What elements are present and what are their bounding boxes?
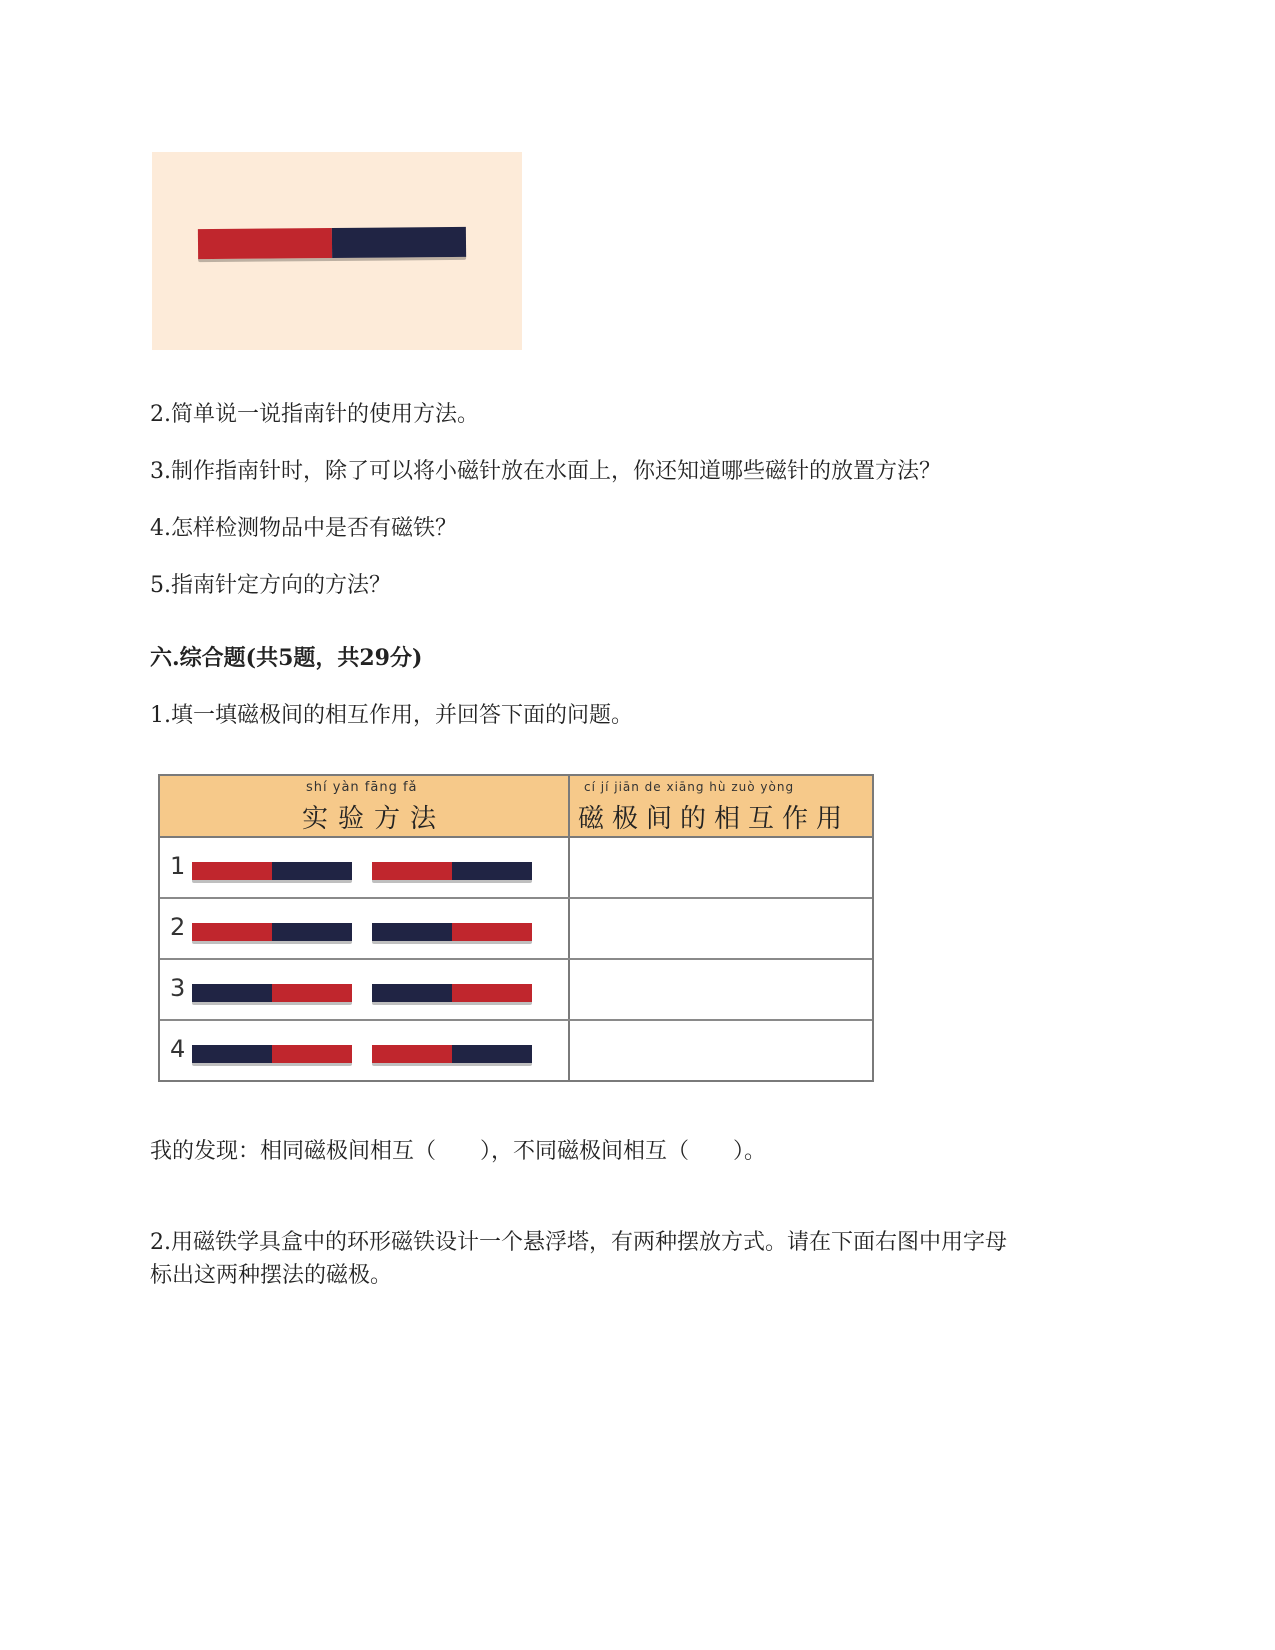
magnet-red-pole <box>372 1045 452 1063</box>
magnet-interaction-table <box>158 774 874 1082</box>
magnet-red-pole <box>198 228 332 259</box>
bar-magnet <box>198 227 466 259</box>
question-3: 3.制作指南针时，除了可以将小磁针放在水面上，你还知道哪些磁针的放置方法？ <box>150 459 941 484</box>
section6-question-2-line1: 2.用磁铁学具盒中的环形磁铁设计一个悬浮塔，有两种摆放方式。请在下面右图中用字母 <box>150 1230 1007 1255</box>
row-line <box>160 1019 872 1021</box>
row-line <box>160 958 872 960</box>
magnet-blue-pole <box>272 923 352 941</box>
magnet-blue-pole <box>272 862 352 880</box>
magnet-blue-pole <box>192 1045 272 1063</box>
magnet-red-pole <box>452 923 532 941</box>
left-magnet <box>192 923 352 941</box>
right-magnet <box>372 923 532 941</box>
section6-question-1: 1.填一填磁极间的相互作用，并回答下面的问题。 <box>150 703 633 728</box>
row-number: 4 <box>170 1035 186 1063</box>
table-divider <box>568 776 570 1080</box>
col1-title: 实验方法 <box>302 804 447 834</box>
section6-question-2-line2: 标出这两种摆法的磁极。 <box>150 1263 393 1288</box>
magnet-blue-pole <box>192 984 272 1002</box>
magnet-blue-pole <box>332 227 466 258</box>
col2-pinyin: cí jí jiān de xiāng hù zuò yòng <box>584 780 795 794</box>
finding-sentence: 我的发现：相同磁极间相互（ ），不同磁极间相互（ ）。 <box>150 1139 767 1164</box>
magnet-red-pole <box>272 984 352 1002</box>
magnet-blue-pole <box>452 862 532 880</box>
magnet-red-pole <box>272 1045 352 1063</box>
row-number: 3 <box>170 974 186 1002</box>
question-2: 2.简单说一说指南针的使用方法。 <box>150 402 479 427</box>
magnet-blue-pole <box>372 984 452 1002</box>
right-magnet <box>372 984 532 1002</box>
col1-pinyin: shí yàn fāng fǎ <box>306 780 418 795</box>
magnet-blue-pole <box>452 1045 532 1063</box>
question-4: 4.怎样检测物品中是否有磁铁？ <box>150 516 457 541</box>
right-magnet <box>372 1045 532 1063</box>
left-magnet <box>192 1045 352 1063</box>
magnet-blue-pole <box>372 923 452 941</box>
magnet-red-pole <box>192 862 272 880</box>
row-number: 2 <box>170 913 186 941</box>
row-number: 1 <box>170 852 186 880</box>
col2-title: 磁极间的相互作用 <box>578 804 851 834</box>
right-magnet <box>372 862 532 880</box>
bar-magnet-figure <box>152 152 522 350</box>
magnet-red-pole <box>372 862 452 880</box>
magnet-red-pole <box>192 923 272 941</box>
row-line <box>160 897 872 899</box>
left-magnet <box>192 862 352 880</box>
left-magnet <box>192 984 352 1002</box>
question-5: 5.指南针定方向的方法？ <box>150 573 391 598</box>
section-title: 六.综合题(共5题，共29分) <box>150 645 423 671</box>
magnet-red-pole <box>452 984 532 1002</box>
